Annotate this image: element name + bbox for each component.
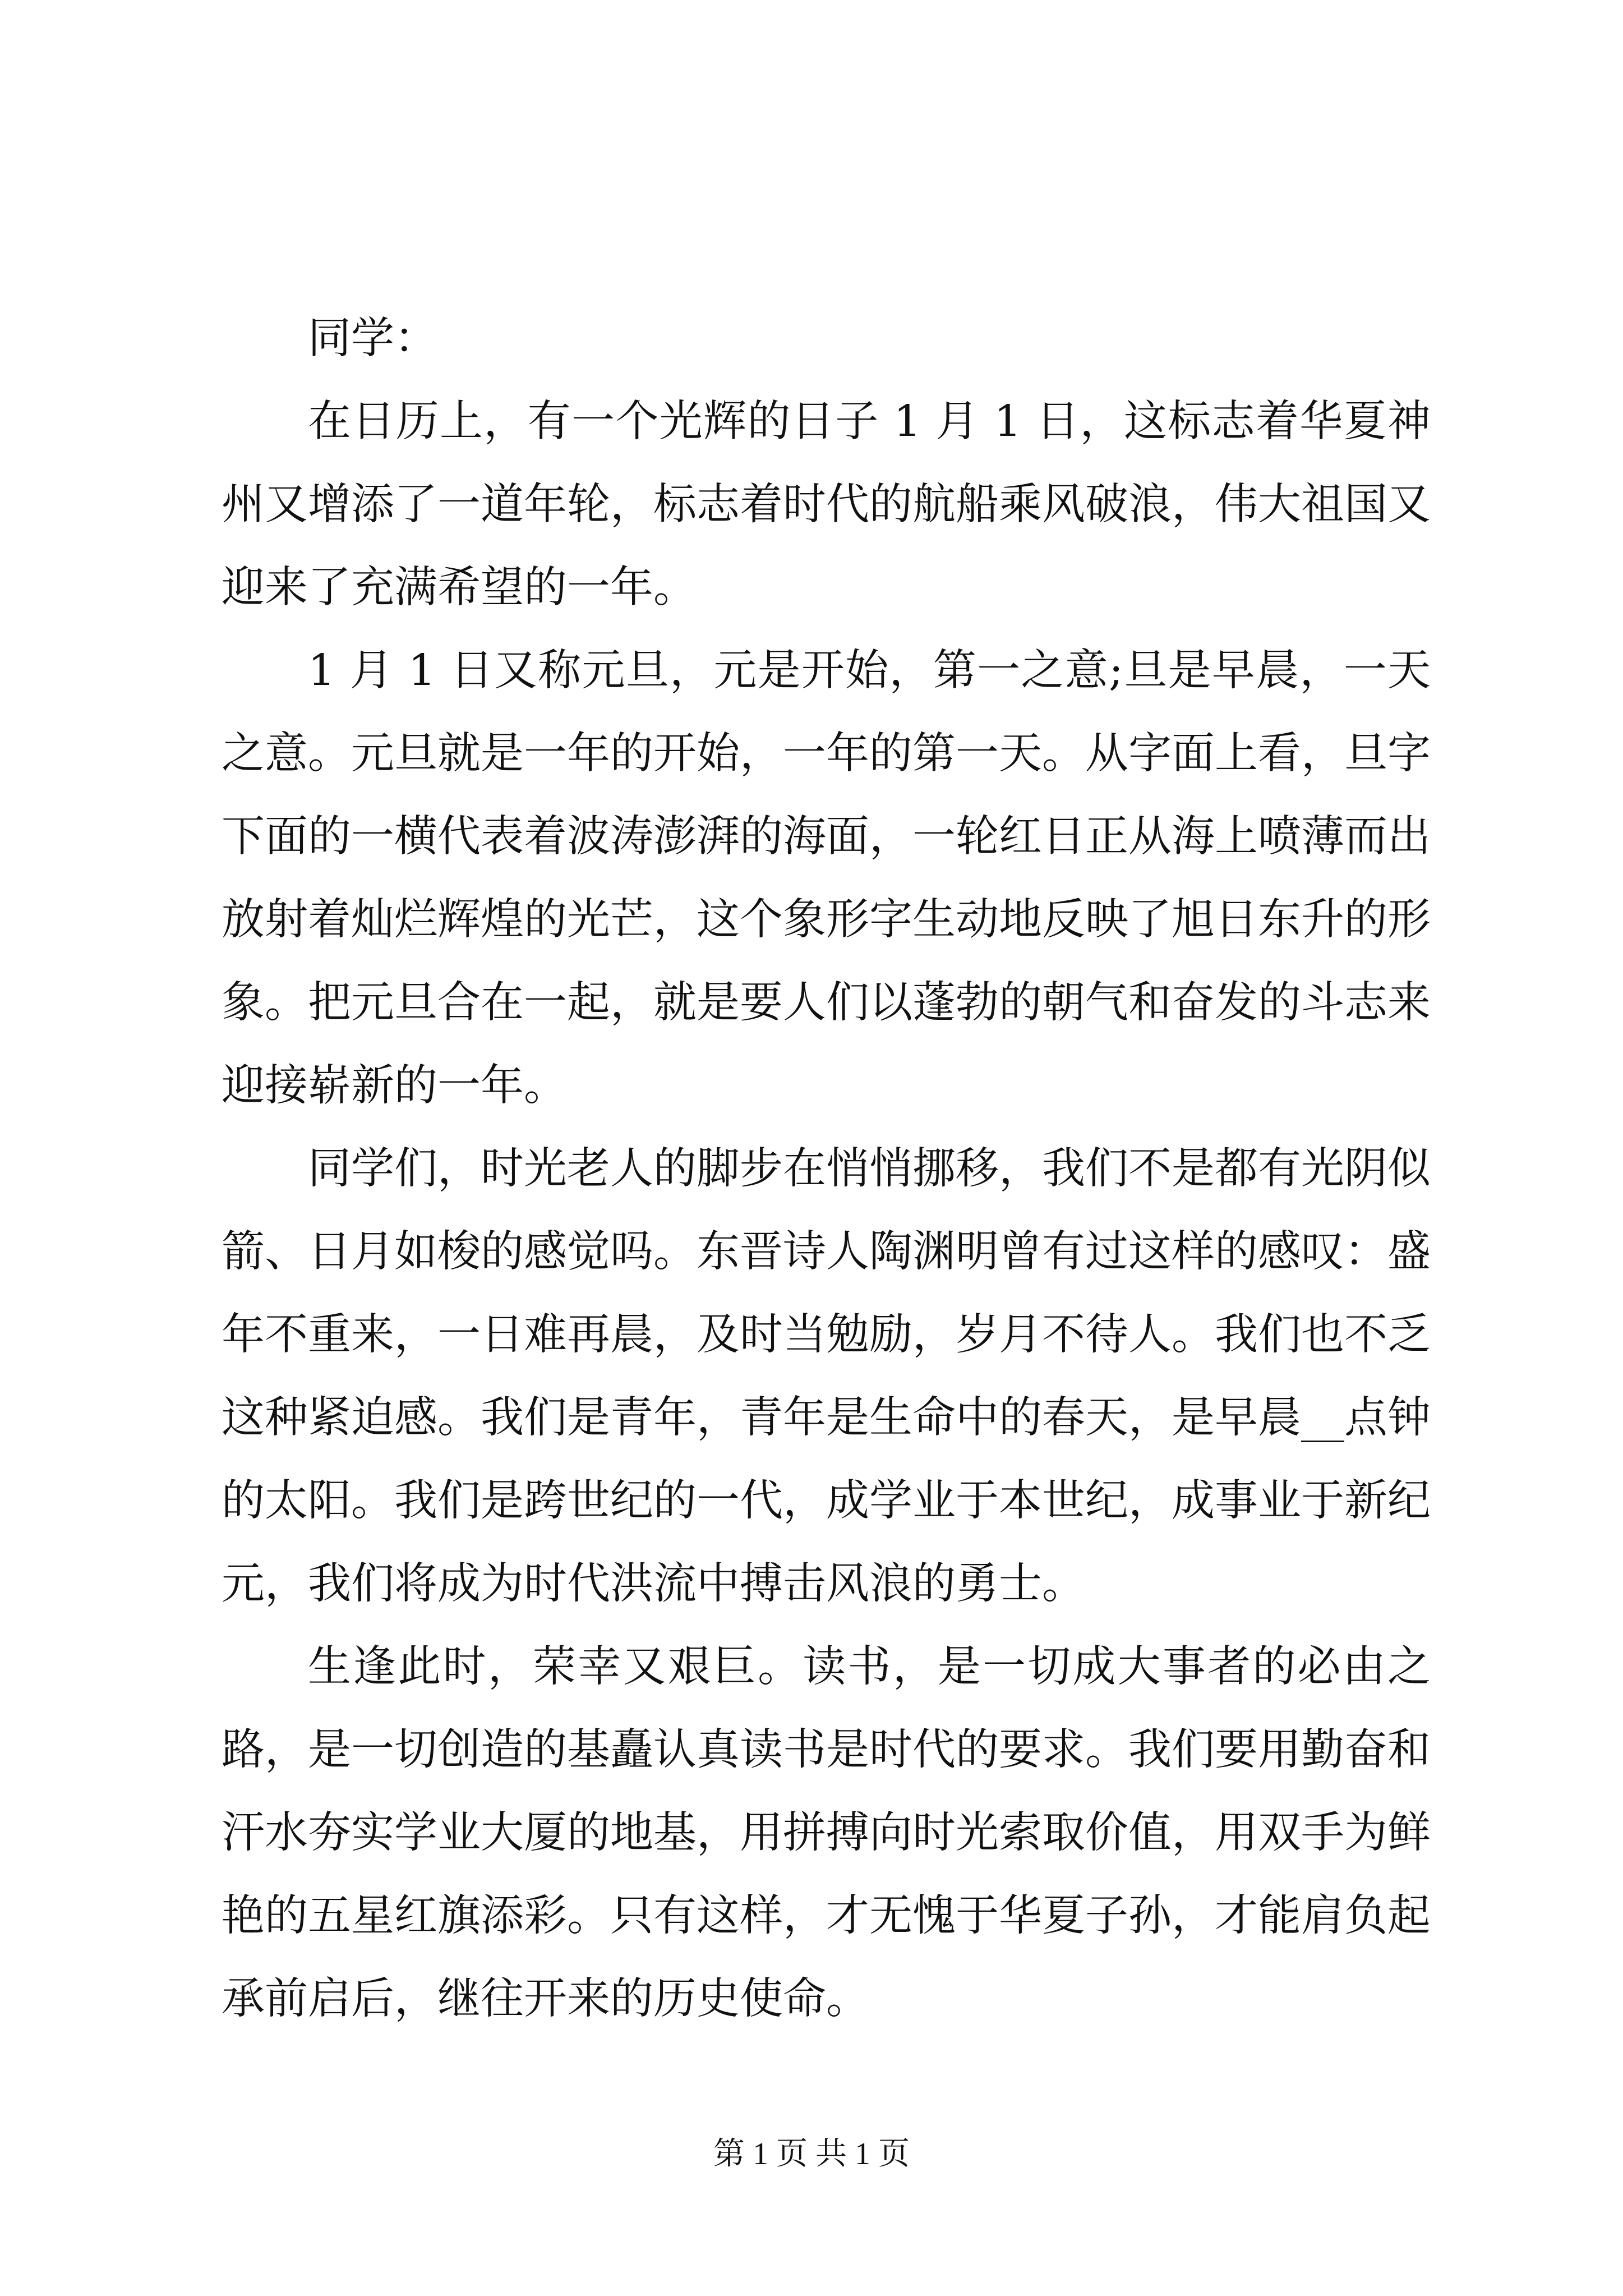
page-footer: 第 1 页 共 1 页 bbox=[713, 2137, 910, 2171]
paragraph-4: 生逢此时，荣幸又艰巨。读书，是一切成大事者的必由之路，是一切创造的基矗认真读书是时代的要求。我们要用勤奋和汗水夯实学业大厦的地基，用拼搏向时光索取价值，用双手为鲜艳的五星红旗添彩。只有这样，才无愧于华夏子孙，才能肩负起承前启后，继往开来的历史使命。 bbox=[222, 1642, 1431, 2024]
paragraph-1: 在日历上，有一个光辉的日子 1 月 1 日，这标志着华夏神州又增添了一道年轮，标志着时代的航船乘风破浪，伟大祖国又迎来了充满希望的一年。 bbox=[222, 397, 1431, 613]
paragraph-2: 1 月 1 日又称元旦，元是开始，第一之意;旦是早晨，一天之意。元旦就是一年的开始，一年的第一天。从字面上看，旦字下面的一横代表着波涛澎湃的海面，一轮红日正从海上喷薄而出放射着灿烂辉煌的光芒，这个象形字生动地反映了旭日东升的形象。把元旦合在一起，就是要人们以蓬勃的朝气和奋发的斗志来迎接崭新的一年。 bbox=[222, 646, 1431, 1111]
body-text bbox=[222, 297, 1431, 2041]
paragraph-3: 同学们，时光老人的脚步在悄悄挪移，我们不是都有光阴似箭、日月如梭的感觉吗。东晋诗人陶渊明曾有过这样的感叹：盛年不重来，一日难再晨，及时当勉励，岁月不待人。我们也不乏这种紧迫感。我们是青年，青年是生命中的春天，是早晨__点钟的太阳。我们是跨世纪的一代，成学业于本世纪，成事业于新纪元，我们将成为时代洪流中搏击风浪的勇士。 bbox=[222, 1144, 1431, 1609]
greeting: 同学： bbox=[308, 314, 437, 364]
